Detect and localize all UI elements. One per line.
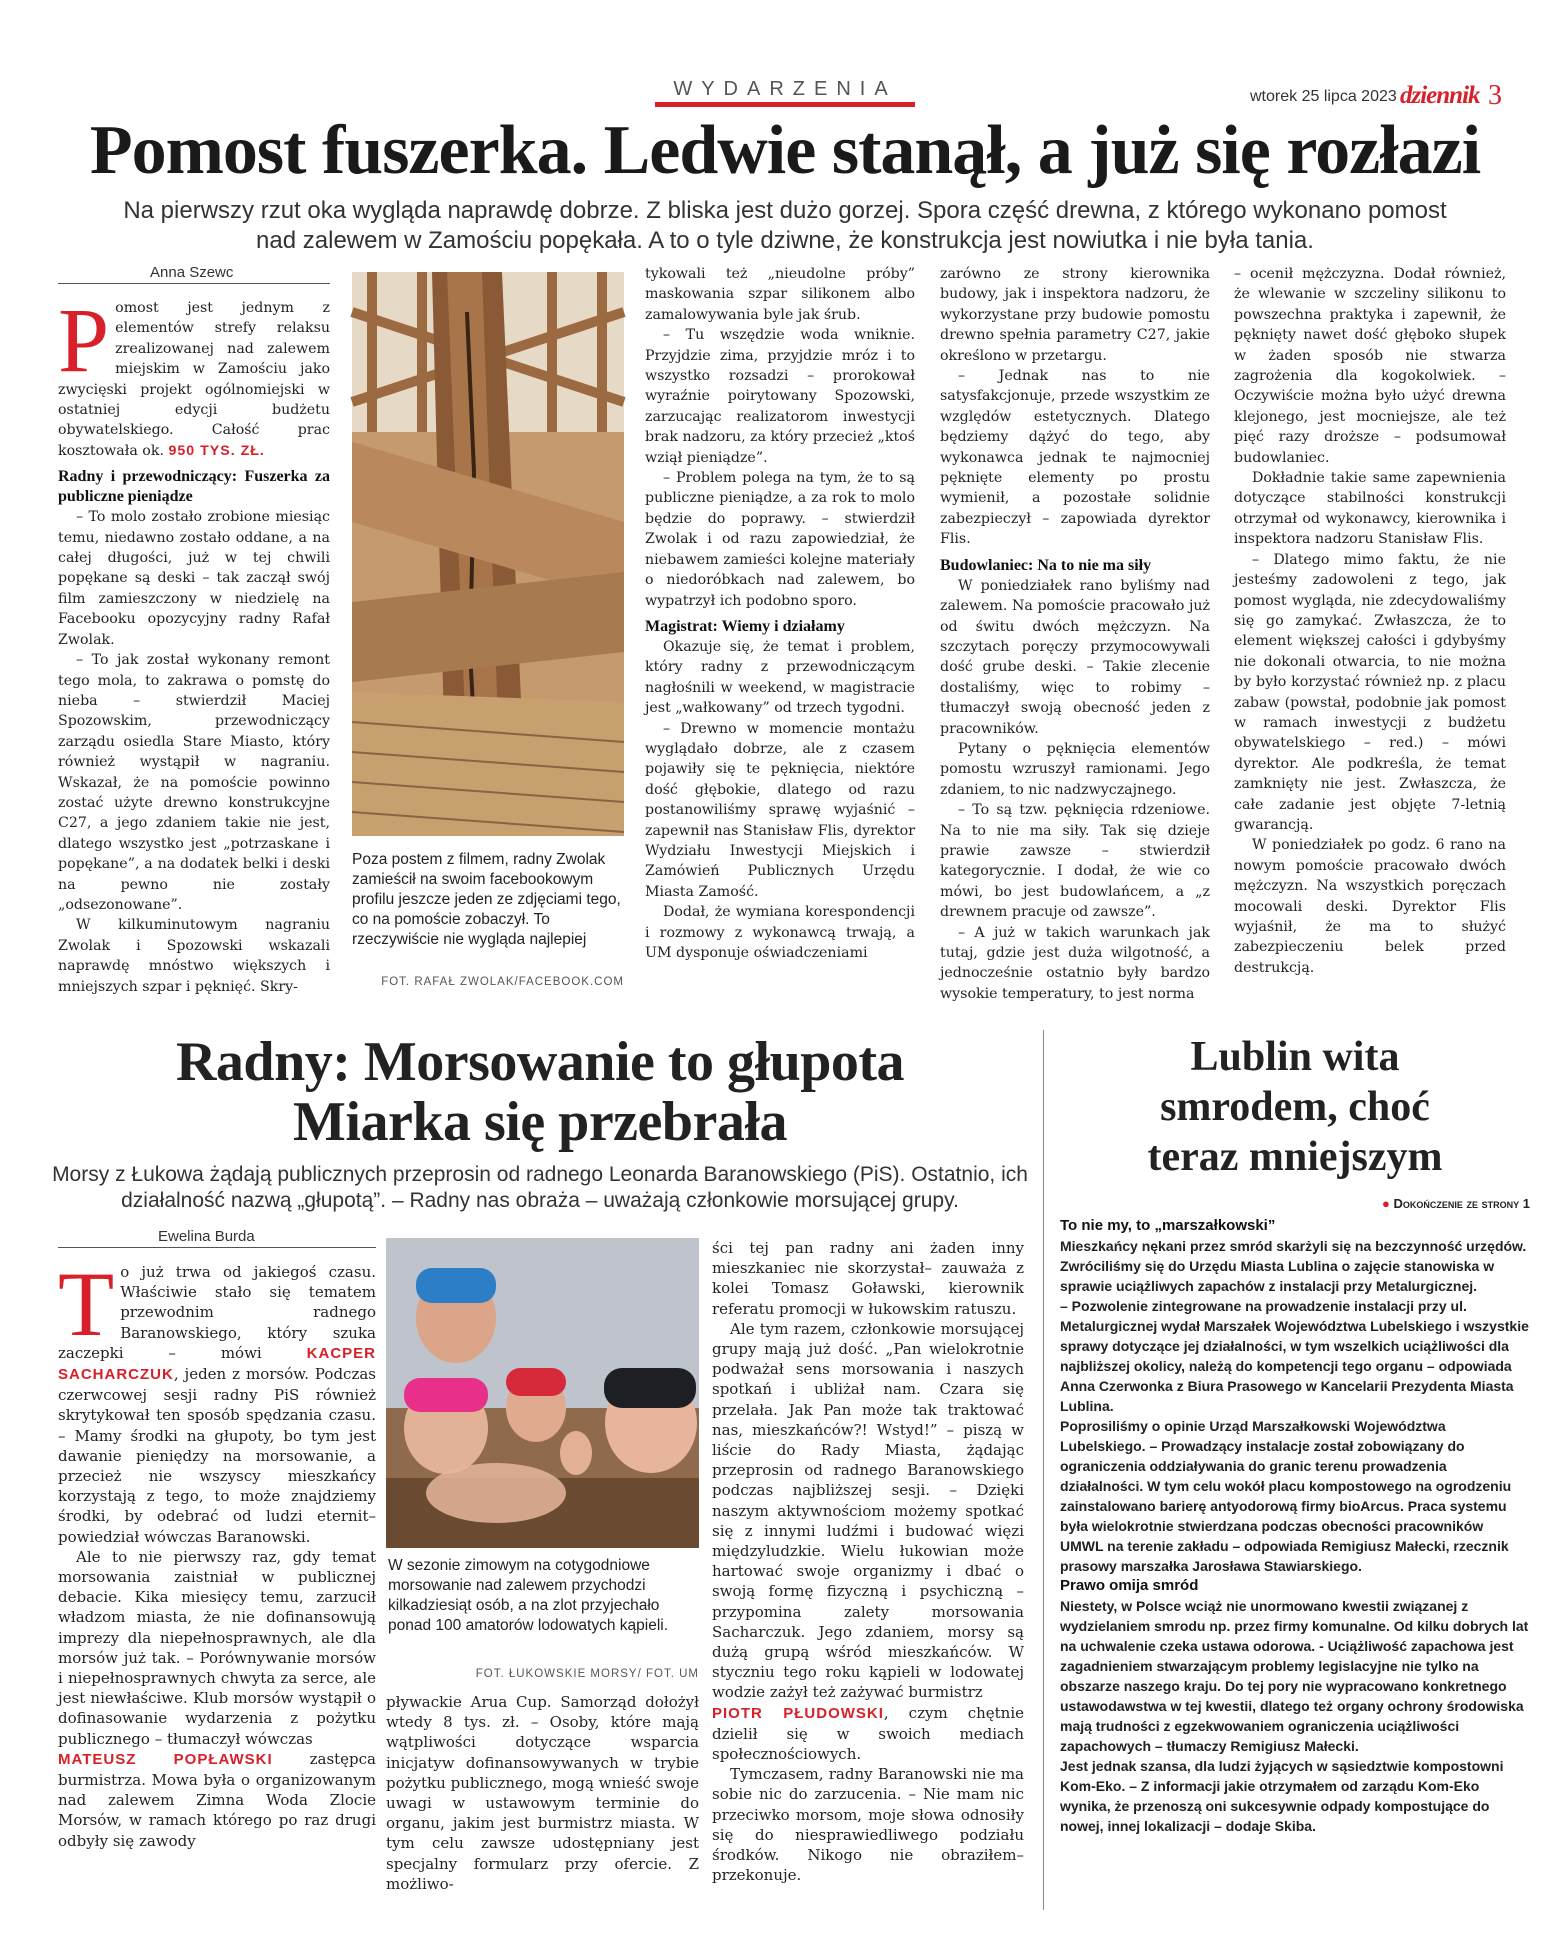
section-underline [655,102,915,107]
article1-photo-credit: FOT. RAFAŁ ZWOLAK/FACEBOOK.COM [381,976,624,988]
bullet-icon: ● [1382,1196,1390,1211]
article1-amount: 950 TYS. ZŁ. [168,442,265,459]
article2-column1: To już trwa od jakiegoś czasu. Właściwie stało się tematem przewodnim radnego Baranowskiego, który szuka zaczepki – mówi KACPER SACHARCZUK, jeden z morsów. Podczas czerwcowej sesji radny PiS również skrytykował ten sposób spędzania czasu. – Mamy środki na głupoty, bo tym jest dawanie pieniędzy na morsowanie, a przecież nie wszyscy mieszkańcy korzystają z tego, to może znajdziemy środki, by odebrać od ludzi eternit– powiedział wówczas Baranowski. Ale to nie pierwszy raz, gdy temat morsowania zaistniał w publicznej debacie. Kika miesięcy temu, zarzucił władzom miasta, że nie dofinansowują imprezy dla niepełnosprawnych, ale dla morsów już tak. – Porównywanie morsów i niepełnosprawnych chwyta za serce, ale jest niewłaściwe. Klub morsów wystąpił o dofinasowanie wydarzenia z pożytku publicznego – tłumaczył wówczas MATEUSZ POPŁAWSKI zastępca burmistrza. Mowa była o organizowanym nad zalewem Zimna Woda Zlocie Morsów, w ramach którego po raz drugi odbyły się zawody [58,1253,376,1850]
article3-subhead2: Prawo omija smród [1060,1577,1199,1594]
article2-column2: pływackie Arua Cup. Samorząd dołożył wtedy 8 tys. zł. – Osoby, które mają wątpliwości dotyczące wsparcia inicjatyw dofinansowywanych w trybie pożytku publicznego, mogą wnieść swoje uwagi w ustawowym terminie do organu, jakim jest burmistrz miasta. W tym celu zawsze udostępniany jest specjalny formularz przy ofercie. Z możliwo- [386,1693,699,1893]
article2-lead [40,1162,1040,1214]
person-name-poplawski: MATEUSZ POPŁAWSKI [58,1750,273,1768]
issue-date: wtorek 25 lipca 2023 [1250,88,1397,105]
article2-lead-line1: Morsy z Łukowa żądają publicznych przeprosin od radnego Leonarda Baranowskiego (PiS). Ostatnio, ich [52,1163,1028,1186]
article3-title-line1: Lublin wita [1190,1034,1400,1080]
article1-column3: tykowali też „nieudolne próby” maskowania szpar silikonem albo zamalowywania byle jak śrub. – Tu wszędzie woda wniknie. Przyjdzie zima, przyjdzie mróz i to wszystko rozsadzi – prorokował wyraźnie poirytowany Spozowski, zarzucając realizatorom inwestycji brak nadzoru, za który przecież „ktoś wziął pieniądze”. – Problem polega na tym, że to są publiczne pieniądze, a za rok to molo będzie do poprawy. – stwierdził Zwolak i od razu zapowiedział, że niebawem zamieści kolejne materiały o niedoróbkach nad zalewem, bo wypatrzył ich podobno sporo. Magistrat: Wiemy i działamy Okazuje się, że temat i problem, który radny z przewodniczącym nagłośnili w weekend, w magistracie jest „wałkowany” od trzech tygodni. – Drewno w momencie montażu wyglądało dobrze, ale z czasem pojawiły się te pęknięcia, niektóre dość głębokie, dlatego od razu postanowiliśmy sprawę wyjaśnić – zapewnił nas Stanisław Flis, dyrektor Wydziału Inwestycji Miejskich i Zamówień Publicznych Urzędu Miasta Zamość. Dodał, że wymiana korespondencji i rozmowy z wykonawcą trwają, a UM dysponuje oświadczeniami [645,266,915,961]
article1-subhead1: Radny i przewodniczący: Fuszerka za publiczne pieniądze [58,468,330,506]
article2-title-line2: Miarka się przebrała [293,1091,787,1153]
article1-title: Pomost fuszerka. Ledwie stanął, a już się rozłazi [89,112,1481,189]
article2-photo [386,1238,699,1548]
article2-title-line1: Radny: Morsowanie to głupota [175,1031,905,1093]
article3-title-line3: teraz mniejszym [1147,1134,1443,1180]
article1-lead-line2: nad zalewem w Zamościu popękała. A to o tyle dziwne, że konstrukcja jest nowiutka i nie była tania. [256,227,1314,254]
newspaper-logo: dziennik [1400,82,1480,109]
article1-subhead2: Magistrat: Wiemy i działamy [645,617,845,635]
section-label: WYDARZENIA [673,78,897,100]
article1-photo [352,272,624,836]
continuation-note: ● Dokończenie ze strony 1 [1382,1196,1530,1211]
article2-photo-credit: FOT. ŁUKOWSKIE MORSY/ FOT. UM [475,1668,699,1680]
article3-title-line2: smrodem, choć [1160,1084,1430,1130]
article1-author: Anna Szewc [58,264,330,284]
article2-photo-caption: W sezonie zimowym na cotygodniowe morsowanie nad zalewem przychodzi kilkadziesiąt osób, a na zlot przyjechało ponad 100 amatorów lodowatych kąpieli. [388,1557,669,1634]
page-number: 3 [1488,80,1502,111]
article2-author: Ewelina Burda [58,1228,376,1248]
article2-title [40,1032,1040,1152]
article2-dropcap: T [58,1253,115,1355]
article3-body: To nie my, to „marszałkowski” Mieszkańcy nękani przez smród skarżyli się na bezczynność urzędów. Zwróciliśmy się do Urzędu Miasta Lublina o zajęcie stanowiska w sprawie uciążliwych zapachów z instalacji przy Metalurgicznej. – Pozwolenie zintegrowane na prowadzenie instalacji przy ul. Metalurgicznej wydał Marszałek Województwa Lubelskiego i wszystkie sprawy dotyczące jej działalności, w tym wszelkich uciążliwości dla najbliższej okolicy, należą do kompetencji tego organu – odpowiada Anna Czerwonka z Biura Prasowego w Kancelarii Prezydenta Miasta Lublina. Poprosiliśmy o opinie Urząd Marszałkowski Województwa Lubelskiego. – Prowadzący instalacje został zobowiązany do ograniczenia oddziaływania do granic terenu prowadzenia działalności. W tym celu wokół placu kompostowego na ogrodzeniu zainstalowano barierę antyodorową firmy bioArcus. Praca systemu była wielokrotnie stwierdzana podczas obecności pracowników UMWL na terenie zakładu – odpowiada Remigiusz Małecki, rzecznik prasowy marszałka Jarosława Stawiarskiego. Prawo omija smród Niestety, w Polsce wciąż nie unormowano kwestii związanej z wydzielaniem smrodu np. przez firmy komunalne. Od kilku dobrych lat na uchwalenie czeka ustawa odorowa. - Uciążliwość zapachowa jest zagadnieniem stwarzającym problemy legislacyjne nie tylko na obszarze naszego kraju. Do tej pory nie wypracowano konkretnego ustawodawstwa w tej kwestii, dlatego też organy ochrony środowiska mają trudności z egzekwowaniem ograniczenia uciążliwości zapachowych – tłumaczy Remigiusz Małecki. Jest jednak szansa, dla ludzi żyjących w sąsiedztwie kompostowni Kom-Eko. – Z informacji jakie otrzymałem od zarządu Kom-Eko wynika, że przenoszą oni sukcesywnie odpady kompostujące do nowej, innej lokalizacji – dodaje Skiba. [1060,1217,1529,1834]
article1-subhead3: Budowlaniec: Na to nie ma siły [940,556,1152,574]
wooden-pier-photo [352,272,624,836]
winter-swimmers-photo [386,1238,699,1548]
article1-lead-line1: Na pierwszy rzut oka wygląda naprawdę dobrze. Z bliska jest dużo gorzej. Spora część drewna, z którego wykonano pomost [123,197,1447,224]
article1-column1: Pomost jest jednym z elementów strefy relaksu zrealizowanej nad zalewem miejskim w Zamościu jako zwycięski projekt ogólnomiejski w ostatniej edycji budżetu obywatelskiego. Całość prac kosztowała ok. 950 TYS. ZŁ. Radny i przewodniczący: Fuszerka za publiczne pieniądze – To molo zostało zrobione miesiąc temu, niedawno zostało oddane, a na całej długości, już w tej chwili popękane są deski – tak zaczął swój film zamieszczony w niedzielę na Facebooku opozycyjny radny Rafał Zwolak. – To jak został wykonany remont tego mola, to zakrawa o pomstę do nieba – stwierdził Maciej Spozowskim, przewodniczący zarządu osiedla Stare Miasto, który również wystąpił w nagraniu. Wskazał, że na pomoście powinno zostać użyte drewno konstrukcyjne C27, a jego zdaniem takie nie jest, dlatego wszystko jest „potrzaskane i popękane”, a na dodatek belki i deski na pewno nie zostały „odsezonowane”. W kilkuminutowym nagraniu Zwolak i Spozowski wskazali naprawdę mnóstwo większych i mniejszych szpar i pęknięć. Skry- [58,289,330,995]
article1-column5: – ocenił mężczyzna. Dodał również, że wlewanie w szczeliny silikonu to powszechna praktyka i zapewnił, że pęknięty nawet dość głęboko słupek w żaden sposób nie stwarza zagrożenia dla kogokolwiek. – Oczywiście można było użyć drewna klejonego, jest mocniejsze, ale też pięć razy droższe – podsumował budowlaniec. Dokładnie takie same zapewnienia dotyczące stabilności konstrukcji otrzymał od wykonawcy, kierownika i inspektora nadzoru Stanisław Flis. – Dlatego mimo faktu, że nie jesteśmy zadowoleni z tego, jak pomost wygląda, nie zdecydowaliśmy się go zamykać. Zwłaszcza, że to element większej całości i gdybyśmy nie dokonali otwarcia, to nie można by było korzystać również np. z placu zabaw (powstał, podobnie jak pomost w ramach inwestycji z budżetu obywatelskiego – red.) – mówi dyrektor. Ale podkreśla, że temat zamknięty nie jest. Zwłaszcza, że całe zadanie jest objęte 7-letnią gwarancją. W poniedziałek po godz. 6 rano na nowym pomoście pracowało dwóch mężczyzn. Na wszystkich poręczach mocowali deski. Dyrektor Flis wyjaśnił, że ma to służyć zabezpieczeniu belek przed destrukcją. [1234,266,1506,976]
article1-column4: zarówno ze strony kierownika budowy, jak i inspektora nadzoru, że wykorzystane przy budowie pomostu drewno spełnia parametry C27, jakie określono w przetargu. – Jednak nas to nie satysfakcjonuje, przede wszystkim ze względów estetycznych. Dlatego będziemy dążyć do tego, aby wykonawca jednak te najmocniej pęknięte elementy po prostu wymienił, a pozostałe solidnie zabezpieczył – zapowiada dyrektor Flis. Budowlaniec: Na to nie ma siły W poniedziałek rano byliśmy nad zalewem. Na pomoście pracowało już od świtu dwóch mężczyzn. Na szczytach poręczy przymocowywali dość grube deski. – Takie zlecenie dostaliśmy, więc to robimy – tłumaczył swoją obecność jeden z pracowników. Pytany o pęknięcia elementów pomostu wzruszył ramionami. Jego zdaniem, to nic nadzwyczajnego. – To są tzw. pęknięcia rdzeniowe. Na to nie ma siły. Tak się dzieje prawie zawsze – stwierdził kategorycznie. I dodał, że wie co mówi, bo jest budowlańcem, a „z drewnem pracuje od zawsze”. – A już w takich warunkach jak tutaj, gdzie jest duża wilgotność, a jednocześnie ostatnio były bardzo wysokie temperatury, to jest norma [940,266,1210,1002]
article3-subhead1: To nie my, to „marszałkowski” [1060,1217,1276,1234]
article3-title [1060,1032,1530,1182]
column-divider [1043,1030,1044,1910]
person-name-pludowski: PIOTR PŁUDOWSKI [712,1704,884,1722]
article1-lead [40,196,1530,256]
person-name-sacharczuk: KACPER SACHARCZUK [58,1344,376,1384]
article1-dropcap: P [58,289,110,391]
article2-lead-line2: działalność nazwą „głupotą”. – Radny nas obraża – uważają członkowie morsującej grupy. [121,1189,959,1212]
article2-column3: ści tej pan radny ani żaden inny mieszkaniec nie skorzystał– zauważa z kolei Tomasz Goławski, kierownik referatu promocji w łukowskim ratuszu. Ale tym razem, członkowie morsującej grupy mają już dość. „Pan wielokrotnie podważał sens morsowania i naszych spotkań i ubliżał nam. Czara się przelała. Jak Pan może tak traktować nas, mieszkańców?! Wstyd!” – piszą w liście do Rady Miasta, żądając przeprosin od radnego Baranowskiego podczas najbliższej sesji. – Dzięki naszym aktywnościom możemy spotkać się z innymi ludźmi i budować więzi międzyludzkie. Wielu łukowian może hartować swoje organizmy i dbać o swoją formę fizyczną i psychiczną – przypomina zalety morsowania Sacharczuk. Jego zdaniem, morsy są dużą grupą wśród mieszkańców. W styczniu tego roku kąpieli w lodowatej wodzie zażył też zażywać burmistrz PIOTR PŁUDOWSKI, czym chętnie dzielił się w swoich mediach społecznościowych. Tymczasem, radny Baranowski nie ma sobie nic do zarzucenia. – Nie mam nic przeciwko morsom, moje słowa odnosiły się do niesprawiedliwego podziału środków. Nikogo nie obraziłem– przekonuje. [712,1239,1024,1885]
article1-photo-caption: Poza postem z filmem, radny Zwolak zamieścił na swoim facebookowym profilu jeszcze jeden ze zdjęciami tego, co na pomoście zobaczył. To rzeczywiście nie wygląda najlepiej [352,851,621,948]
